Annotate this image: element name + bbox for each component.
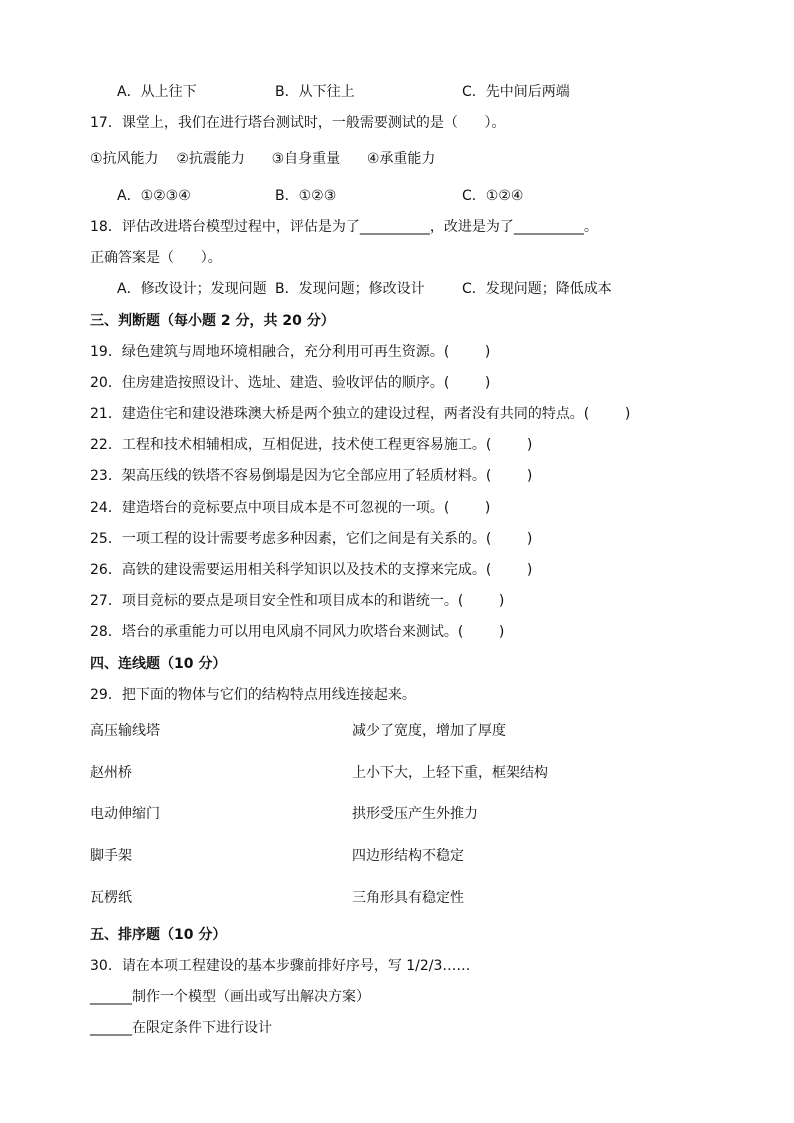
ordering-step: ______在限定条件下进行设计 (90, 1020, 272, 1036)
tf-item: 21．建造住宅和建设港珠澳大桥是两个独立的建设过程，两者没有共同的特点。( ) (90, 406, 631, 422)
matching-right-item: 拱形受压产生外推力 (352, 806, 478, 822)
matching-left-item: 赵州桥 (90, 765, 132, 781)
tf-item: 27．项目竞标的要点是项目安全性和项目成本的和谐统一。( ) (90, 593, 505, 609)
q18-option-b: B．发现问题；修改设计 (275, 281, 425, 297)
tf-item: 23．架高压线的铁塔不容易倒塌是因为它全部应用了轻质材料。( ) (90, 468, 533, 484)
matching-left-item: 高压输线塔 (90, 723, 160, 739)
q17-option-a: A．①②③④ (117, 188, 191, 204)
matching-left-item: 瓦楞纸 (90, 890, 132, 906)
q17-option-b: B．①②③ (275, 188, 337, 204)
ordering-step: ______制作一个模型（画出或写出解决方案） (90, 989, 370, 1005)
tf-item: 20．住房建造按照设计、选址、建造、验收评估的顺序。( ) (90, 375, 491, 391)
matching-right-item: 三角形具有稳定性 (352, 890, 464, 906)
matching-right-item: 减少了宽度，增加了厚度 (352, 723, 506, 739)
ordering-prompt: 30．请在本项工程建设的基本步骤前排好序号，写 1/2/3…… (90, 958, 471, 974)
q16-option-a: A．从上往下 (117, 84, 197, 100)
matching-right-item: 四边形结构不稳定 (352, 848, 464, 864)
tf-item: 22．工程和技术相辅相成，互相促进，技术使工程更容易施工。( ) (90, 437, 533, 453)
tf-item: 24．建造塔台的竞标要点中项目成本是不可忽视的一项。( ) (90, 500, 491, 516)
q16-option-c: C．先中间后两端 (462, 84, 570, 100)
section4-title: 四、连线题（10 分） (90, 656, 227, 672)
matching-left-item: 电动伸缩门 (90, 806, 160, 822)
tf-item: 19．绿色建筑与周地环境相融合，充分利用可再生资源。( ) (90, 344, 491, 360)
matching-right-item: 上小下大，上轻下重，框架结构 (352, 765, 548, 781)
tf-item: 28．塔台的承重能力可以用电风扇不同风力吹塔台来测试。( ) (90, 624, 505, 640)
tf-item: 26．高铁的建设需要运用相关科学知识以及技术的支撑来完成。( ) (90, 562, 533, 578)
tf-item: 25．一项工程的设计需要考虑多种因素，它们之间是有关系的。( ) (90, 531, 533, 547)
matching-prompt: 29．把下面的物体与它们的结构特点用线连接起来。 (90, 687, 416, 703)
section3-title: 三、判断题（每小题 2 分，共 20 分） (90, 313, 335, 329)
q17-option-c: C．①②④ (462, 188, 524, 204)
q16-option-b: B．从下往上 (275, 84, 355, 100)
q18-stem: 18．评估改进塔台模型过程中，评估是为了__________，改进是为了__________。 (90, 219, 598, 235)
q18-option-c: C．发现问题；降低成本 (462, 281, 612, 297)
section5-title: 五、排序题（10 分） (90, 927, 227, 943)
q18-answer-line: 正确答案是（ ）。 (90, 250, 222, 266)
matching-left-item: 脚手架 (90, 848, 132, 864)
q17-stem: 17．课堂上，我们在进行塔台测试时，一般需要测试的是（ ）。 (90, 115, 506, 131)
q17-items: ①抗风能力 ②抗震能力 ③自身重量 ④承重能力 (90, 151, 436, 167)
q18-option-a: A．修改设计；发现问题 (117, 281, 267, 297)
